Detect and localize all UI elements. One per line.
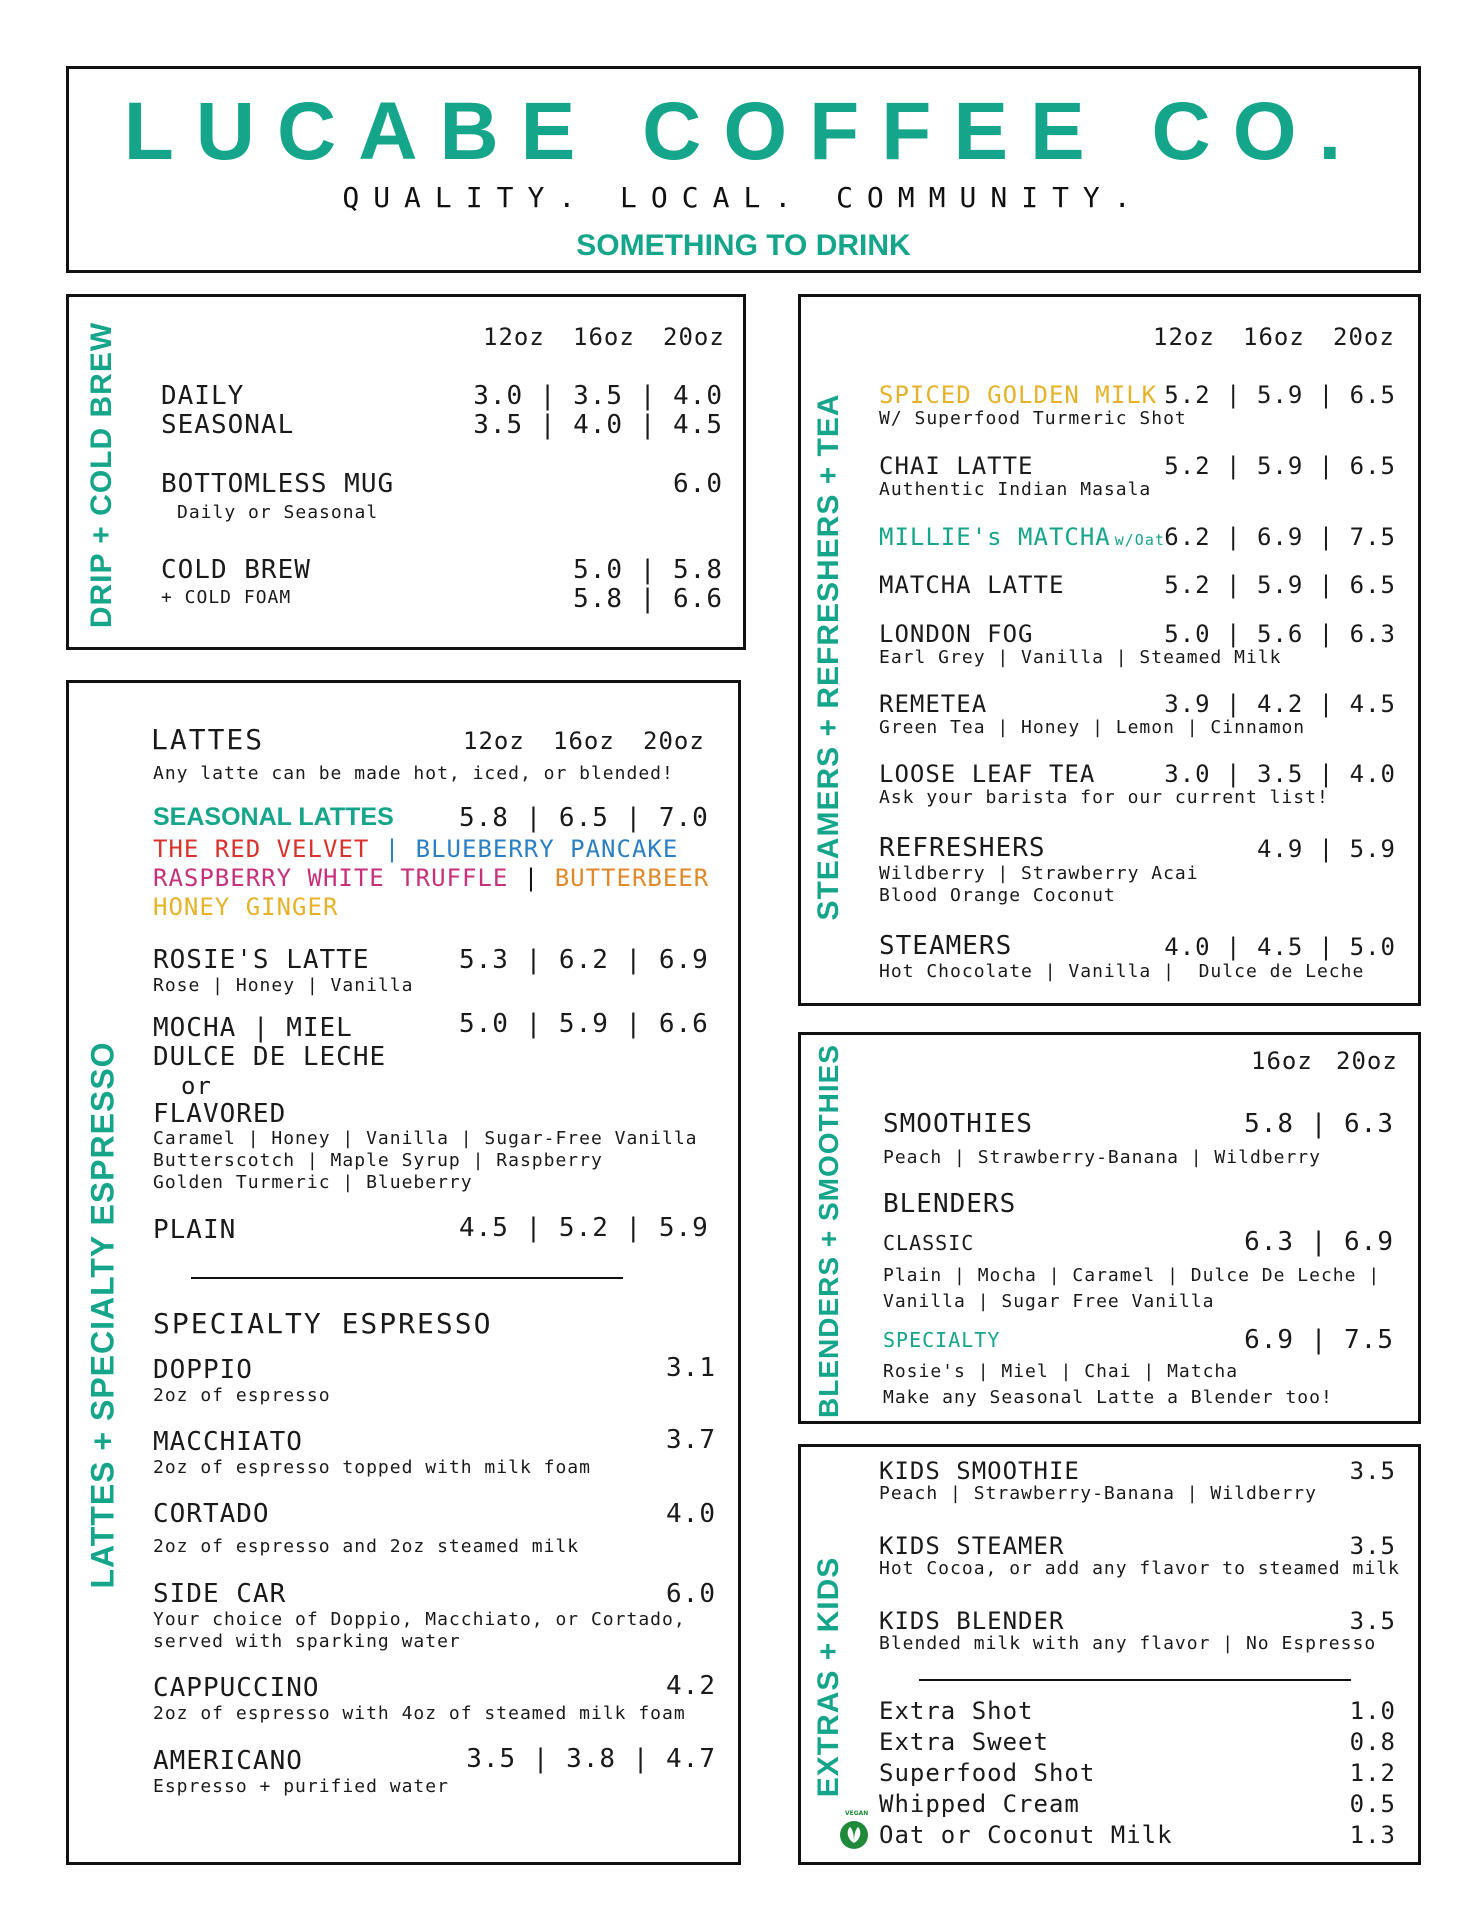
size-20oz: 20oz bbox=[1333, 323, 1395, 351]
item-desc-steamers: Hot Chocolate | Vanilla | Dulce de Leche bbox=[879, 961, 1365, 982]
item-name-flavored: FLAVORED bbox=[153, 1099, 287, 1129]
drip-section-label: DRIP + COLD BREW bbox=[85, 321, 118, 629]
millies-matcha-note: w/Oat bbox=[1114, 531, 1165, 549]
flavor-honey-ginger: HONEY GINGER bbox=[153, 893, 339, 921]
item-name-london-fog: LONDON FOG bbox=[879, 620, 1034, 648]
item-price-london-fog: 5.0 | 5.6 | 6.3 bbox=[1164, 620, 1396, 648]
item-price-remetea: 3.9 | 4.2 | 4.5 bbox=[1164, 690, 1396, 718]
flavor-separator: | bbox=[384, 835, 401, 863]
extras-section-label: EXTRAS + KIDS bbox=[812, 1556, 845, 1798]
item-desc-flavored-3: Golden Turmeric | Blueberry bbox=[153, 1172, 473, 1193]
flavor-red-velvet: THE RED VELVET bbox=[153, 835, 370, 863]
item-desc-doppio: 2oz of espresso bbox=[153, 1385, 331, 1406]
item-price-cortado: 4.0 bbox=[666, 1499, 716, 1529]
item-name-smoothies: SMOOTHIES bbox=[883, 1109, 1033, 1139]
item-price-plain: 4.5 | 5.2 | 5.9 bbox=[459, 1213, 709, 1243]
vegan-badge-text: VEGAN bbox=[845, 1810, 869, 1817]
seasonal-flavors-line-2 bbox=[153, 864, 709, 892]
steamers-section bbox=[798, 294, 1421, 1006]
flavor-butterbeer: BUTTERBEER bbox=[554, 864, 710, 892]
section-divider bbox=[191, 1277, 623, 1279]
item-desc-chai-latte: Authentic Indian Masala bbox=[879, 479, 1152, 500]
lattes-section bbox=[66, 680, 741, 1865]
item-name-mocha-miel: MOCHA | MIEL bbox=[153, 1013, 353, 1043]
item-name-loose-leaf-tea: LOOSE LEAF TEA bbox=[879, 760, 1096, 788]
addon-name-oat-coconut-milk: Oat or Coconut Milk bbox=[879, 1821, 1173, 1849]
item-name-specialty: SPECIALTY bbox=[883, 1328, 1001, 1352]
item-desc-refreshers-1: Wildberry | Strawberry Acai bbox=[879, 863, 1199, 884]
specialty-title: SPECIALTY ESPRESSO bbox=[153, 1307, 493, 1340]
item-name-remetea: REMETEA bbox=[879, 690, 988, 718]
flavor-blueberry-pancake: BLUEBERRY PANCAKE bbox=[415, 835, 679, 863]
item-desc-side-car-2: served with sparking water bbox=[153, 1631, 461, 1652]
vegan-badge-icon bbox=[837, 1810, 871, 1851]
extras-section bbox=[798, 1444, 1421, 1865]
item-desc-flavored-2: Butterscotch | Maple Syrup | Raspberry bbox=[153, 1150, 603, 1171]
steamers-section-label: STEAMERS + REFRESHERS + TEA bbox=[812, 393, 845, 921]
item-price-steamers: 4.0 | 4.5 | 5.0 bbox=[1164, 933, 1396, 961]
item-price-bottomless: 6.0 bbox=[673, 469, 723, 499]
addon-name-whipped-cream: Whipped Cream bbox=[879, 1790, 1080, 1818]
item-price-cappuccino: 4.2 bbox=[666, 1671, 716, 1701]
size-16oz: 16oz bbox=[553, 727, 615, 755]
size-20oz: 20oz bbox=[643, 727, 705, 755]
millies-matcha-label: MILLIE's MATCHA bbox=[879, 523, 1111, 551]
item-price-cold-foam: 5.8 | 6.6 bbox=[573, 584, 723, 614]
item-desc-americano: Espresso + purified water bbox=[153, 1776, 449, 1797]
lattes-title: LATTES bbox=[151, 723, 265, 756]
item-price-daily: 3.0 | 3.5 | 4.0 bbox=[473, 381, 723, 411]
item-desc-kids-blender: Blended milk with any flavor | No Espresso bbox=[879, 1633, 1377, 1654]
item-price-doppio: 3.1 bbox=[666, 1353, 716, 1383]
item-name-classic: CLASSIC bbox=[883, 1231, 975, 1255]
item-price-seasonal-lattes: 5.8 | 6.5 | 7.0 bbox=[459, 803, 709, 833]
flavor-separator: | bbox=[523, 864, 540, 892]
item-name-steamers: STEAMERS bbox=[879, 931, 1013, 961]
addon-name-superfood-shot: Superfood Shot bbox=[879, 1759, 1096, 1787]
item-name-americano: AMERICANO bbox=[153, 1746, 303, 1776]
item-price-cold-brew: 5.0 | 5.8 bbox=[573, 555, 723, 585]
size-20oz: 20oz bbox=[663, 323, 725, 351]
item-desc-classic-1: Plain | Mocha | Caramel | Dulce De Leche | bbox=[883, 1265, 1381, 1286]
tagline: QUALITY. LOCAL. COMMUNITY. bbox=[342, 181, 1145, 214]
size-20oz: 20oz bbox=[1336, 1047, 1398, 1075]
item-desc-specialty-1: Rosie's | Miel | Chai | Matcha bbox=[883, 1361, 1239, 1382]
size-16oz: 16oz bbox=[573, 323, 635, 351]
flavor-raspberry-white-truffle: RASPBERRY WHITE TRUFFLE bbox=[153, 864, 509, 892]
item-price-matcha-latte: 5.2 | 5.9 | 6.5 bbox=[1164, 571, 1396, 599]
item-name-cold-brew: COLD BREW bbox=[161, 555, 311, 585]
item-name-rosies-latte: ROSIE'S LATTE bbox=[153, 945, 370, 975]
item-name-cappuccino: CAPPUCCINO bbox=[153, 1673, 320, 1703]
item-name-matcha-latte: MATCHA LATTE bbox=[879, 571, 1065, 599]
item-price-kids-smoothie: 3.5 bbox=[1349, 1457, 1396, 1485]
item-price-americano: 3.5 | 3.8 | 4.7 bbox=[466, 1744, 716, 1774]
addon-name-extra-shot: Extra Shot bbox=[879, 1697, 1034, 1725]
addon-price-superfood-shot: 1.2 bbox=[1349, 1759, 1396, 1787]
item-price-macchiato: 3.7 bbox=[666, 1425, 716, 1455]
item-desc-bottomless: Daily or Seasonal bbox=[177, 502, 379, 523]
addon-price-extra-sweet: 0.8 bbox=[1349, 1728, 1396, 1756]
blenders-section bbox=[798, 1032, 1421, 1424]
item-price-seasonal: 3.5 | 4.0 | 4.5 bbox=[473, 410, 723, 440]
item-price-mocha: 5.0 | 5.9 | 6.6 bbox=[459, 1009, 709, 1039]
item-price-rosies-latte: 5.3 | 6.2 | 6.9 bbox=[459, 945, 709, 975]
item-price-refreshers: 4.9 | 5.9 bbox=[1256, 835, 1396, 863]
size-16oz: 16oz bbox=[1251, 1047, 1313, 1075]
item-price-millies-matcha: 6.2 | 6.9 | 7.5 bbox=[1164, 523, 1396, 551]
item-price-side-car: 6.0 bbox=[666, 1579, 716, 1609]
item-desc-spiced-golden-milk: W/ Superfood Turmeric Shot bbox=[879, 408, 1187, 429]
item-price-chai-latte: 5.2 | 5.9 | 6.5 bbox=[1164, 452, 1396, 480]
header-box bbox=[66, 66, 1421, 273]
item-name-bottomless: BOTTOMLESS MUG bbox=[161, 469, 395, 499]
item-desc-cortado: 2oz of espresso and 2oz steamed milk bbox=[153, 1536, 580, 1557]
item-name-side-car: SIDE CAR bbox=[153, 1579, 287, 1609]
item-name-seasonal-lattes: SEASONAL LATTES bbox=[153, 803, 394, 831]
item-name-cortado: CORTADO bbox=[153, 1499, 270, 1529]
item-price-kids-steamer: 3.5 bbox=[1349, 1532, 1396, 1560]
addon-price-whipped-cream: 0.5 bbox=[1349, 1790, 1396, 1818]
item-desc-smoothies: Peach | Strawberry-Banana | Wildberry bbox=[883, 1147, 1321, 1168]
item-desc-remetea: Green Tea | Honey | Lemon | Cinnamon bbox=[879, 717, 1306, 738]
item-desc-kids-smoothie: Peach | Strawberry-Banana | Wildberry bbox=[879, 1483, 1317, 1504]
item-price-specialty: 6.9 | 7.5 bbox=[1244, 1325, 1394, 1355]
item-name-millies-matcha bbox=[879, 523, 1165, 551]
item-price-spiced-golden-milk: 5.2 | 5.9 | 6.5 bbox=[1164, 381, 1396, 409]
lattes-section-label: LATTES + SPECIALTY ESPRESSO bbox=[84, 1041, 121, 1589]
blenders-title: BLENDERS bbox=[883, 1189, 1017, 1219]
item-name-kids-steamer: KIDS STEAMER bbox=[879, 1532, 1065, 1560]
addon-name-extra-sweet: Extra Sweet bbox=[879, 1728, 1049, 1756]
item-name-kids-smoothie: KIDS SMOOTHIE bbox=[879, 1457, 1080, 1485]
lattes-desc: Any latte can be made hot, iced, or blended! bbox=[153, 763, 674, 784]
item-desc-london-fog: Earl Grey | Vanilla | Steamed Milk bbox=[879, 647, 1282, 668]
item-desc-rosies-latte: Rose | Honey | Vanilla bbox=[153, 975, 414, 996]
item-desc-cappuccino: 2oz of espresso with 4oz of steamed milk foam bbox=[153, 1703, 686, 1724]
item-desc-side-car-1: Your choice of Doppio, Macchiato, or Cortado, bbox=[153, 1609, 686, 1630]
item-name-refreshers: REFRESHERS bbox=[879, 833, 1046, 863]
item-name-macchiato: MACCHIATO bbox=[153, 1427, 303, 1457]
item-price-classic: 6.3 | 6.9 bbox=[1244, 1227, 1394, 1257]
addon-price-oat-coconut-milk: 1.3 bbox=[1349, 1821, 1396, 1849]
item-desc-flavored-1: Caramel | Honey | Vanilla | Sugar-Free Vanilla bbox=[153, 1128, 698, 1149]
drip-section bbox=[66, 294, 746, 650]
blenders-section-label: BLENDERS + SMOOTHIES bbox=[813, 1044, 844, 1418]
item-name-daily: DAILY bbox=[161, 381, 245, 411]
item-name-spiced-golden-milk: SPICED GOLDEN MILK bbox=[879, 381, 1158, 409]
seasonal-flavors-line-1 bbox=[153, 835, 678, 863]
item-desc-specialty-2: Make any Seasonal Latte a Blender too! bbox=[883, 1387, 1333, 1408]
item-name-doppio: DOPPIO bbox=[153, 1355, 253, 1385]
item-name-plain: PLAIN bbox=[153, 1215, 237, 1245]
brand-title: LUCABE COFFEE CO. bbox=[123, 86, 1364, 177]
size-16oz: 16oz bbox=[1243, 323, 1305, 351]
item-desc-kids-steamer: Hot Cocoa, or add any flavor to steamed milk bbox=[879, 1558, 1400, 1579]
item-price-kids-blender: 3.5 bbox=[1349, 1607, 1396, 1635]
item-price-loose-leaf-tea: 3.0 | 3.5 | 4.0 bbox=[1164, 760, 1396, 788]
addon-price-extra-shot: 1.0 bbox=[1349, 1697, 1396, 1725]
item-name-chai-latte: CHAI LATTE bbox=[879, 452, 1034, 480]
item-desc-loose-leaf-tea: Ask your barista for our current list! bbox=[879, 787, 1329, 808]
item-name-seasonal: SEASONAL bbox=[161, 410, 295, 440]
extras-divider bbox=[919, 1679, 1351, 1681]
menu-subtitle: SOMETHING TO DRINK bbox=[576, 229, 911, 262]
item-name-cold-foam: + COLD FOAM bbox=[161, 587, 292, 608]
size-12oz: 12oz bbox=[463, 727, 525, 755]
item-or: or bbox=[181, 1072, 212, 1100]
item-desc-refreshers-2: Blood Orange Coconut bbox=[879, 885, 1116, 906]
item-name-kids-blender: KIDS BLENDER bbox=[879, 1607, 1065, 1635]
item-price-smoothies: 5.8 | 6.3 bbox=[1244, 1109, 1394, 1139]
size-12oz: 12oz bbox=[1153, 323, 1215, 351]
item-name-dulce-de-leche: DULCE DE LECHE bbox=[153, 1042, 387, 1072]
item-desc-classic-2: Vanilla | Sugar Free Vanilla bbox=[883, 1291, 1215, 1312]
size-12oz: 12oz bbox=[483, 323, 545, 351]
item-desc-macchiato: 2oz of espresso topped with milk foam bbox=[153, 1457, 591, 1478]
